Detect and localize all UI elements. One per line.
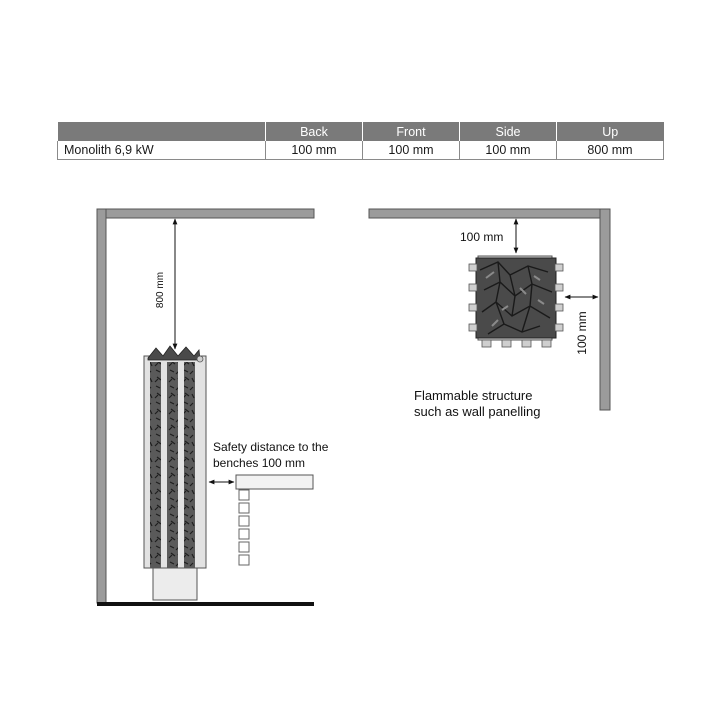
heater-column-3 — [184, 362, 195, 568]
top-wall — [369, 209, 610, 218]
side-distance-label: 100 mm — [575, 311, 589, 355]
up-distance-label: 800 mm — [155, 271, 166, 309]
bench-block — [239, 529, 249, 539]
heater-fin — [555, 324, 563, 331]
bench — [236, 475, 313, 565]
heater-fin — [469, 264, 477, 271]
heater-fin — [502, 340, 511, 347]
bench-note-line1: Safety distance to the — [213, 440, 329, 454]
side-view — [97, 209, 329, 606]
heater-fin — [522, 340, 531, 347]
heater-fin — [555, 284, 563, 291]
bench-note-line2: benches 100 mm — [213, 456, 306, 470]
cell-front: 100 mm — [363, 141, 460, 160]
cell-model: Monolith 6,9 kW — [58, 141, 266, 160]
heater-column-2 — [167, 362, 178, 568]
cell-back: 100 mm — [266, 141, 363, 160]
bench-block — [239, 490, 249, 500]
back-distance-label: 100 mm — [460, 230, 504, 244]
heater-stones — [476, 258, 556, 338]
heater-stone-top — [148, 346, 200, 360]
heater-fin — [482, 340, 491, 347]
header-up: Up — [557, 122, 664, 141]
heater-top — [469, 256, 563, 347]
heater-side — [144, 346, 206, 600]
wall-note-line2: such as wall panelling — [414, 404, 541, 419]
top-view — [369, 209, 610, 419]
heater-fin — [469, 324, 477, 331]
cell-side: 100 mm — [460, 141, 557, 160]
heater-fin — [542, 340, 551, 347]
heater-fin — [555, 264, 563, 271]
heater-fin — [469, 284, 477, 291]
wall-note-line1: Flammable structure — [414, 388, 533, 403]
side-wall — [600, 209, 610, 410]
bench-block — [239, 555, 249, 565]
header-back: Back — [266, 122, 363, 141]
back-wall — [97, 209, 106, 603]
cell-up: 800 mm — [557, 141, 664, 160]
ceiling-wall — [97, 209, 314, 218]
heater-knob — [197, 356, 203, 362]
heater-fin — [469, 304, 477, 311]
bench-block — [239, 542, 249, 552]
bench-block — [239, 503, 249, 513]
heater-base — [153, 568, 197, 600]
heater-column-1 — [150, 362, 161, 568]
heater-fin — [555, 304, 563, 311]
bench-top — [236, 475, 313, 489]
floor-line — [97, 602, 314, 606]
bench-block — [239, 516, 249, 526]
header-front: Front — [363, 122, 460, 141]
header-side: Side — [460, 122, 557, 141]
